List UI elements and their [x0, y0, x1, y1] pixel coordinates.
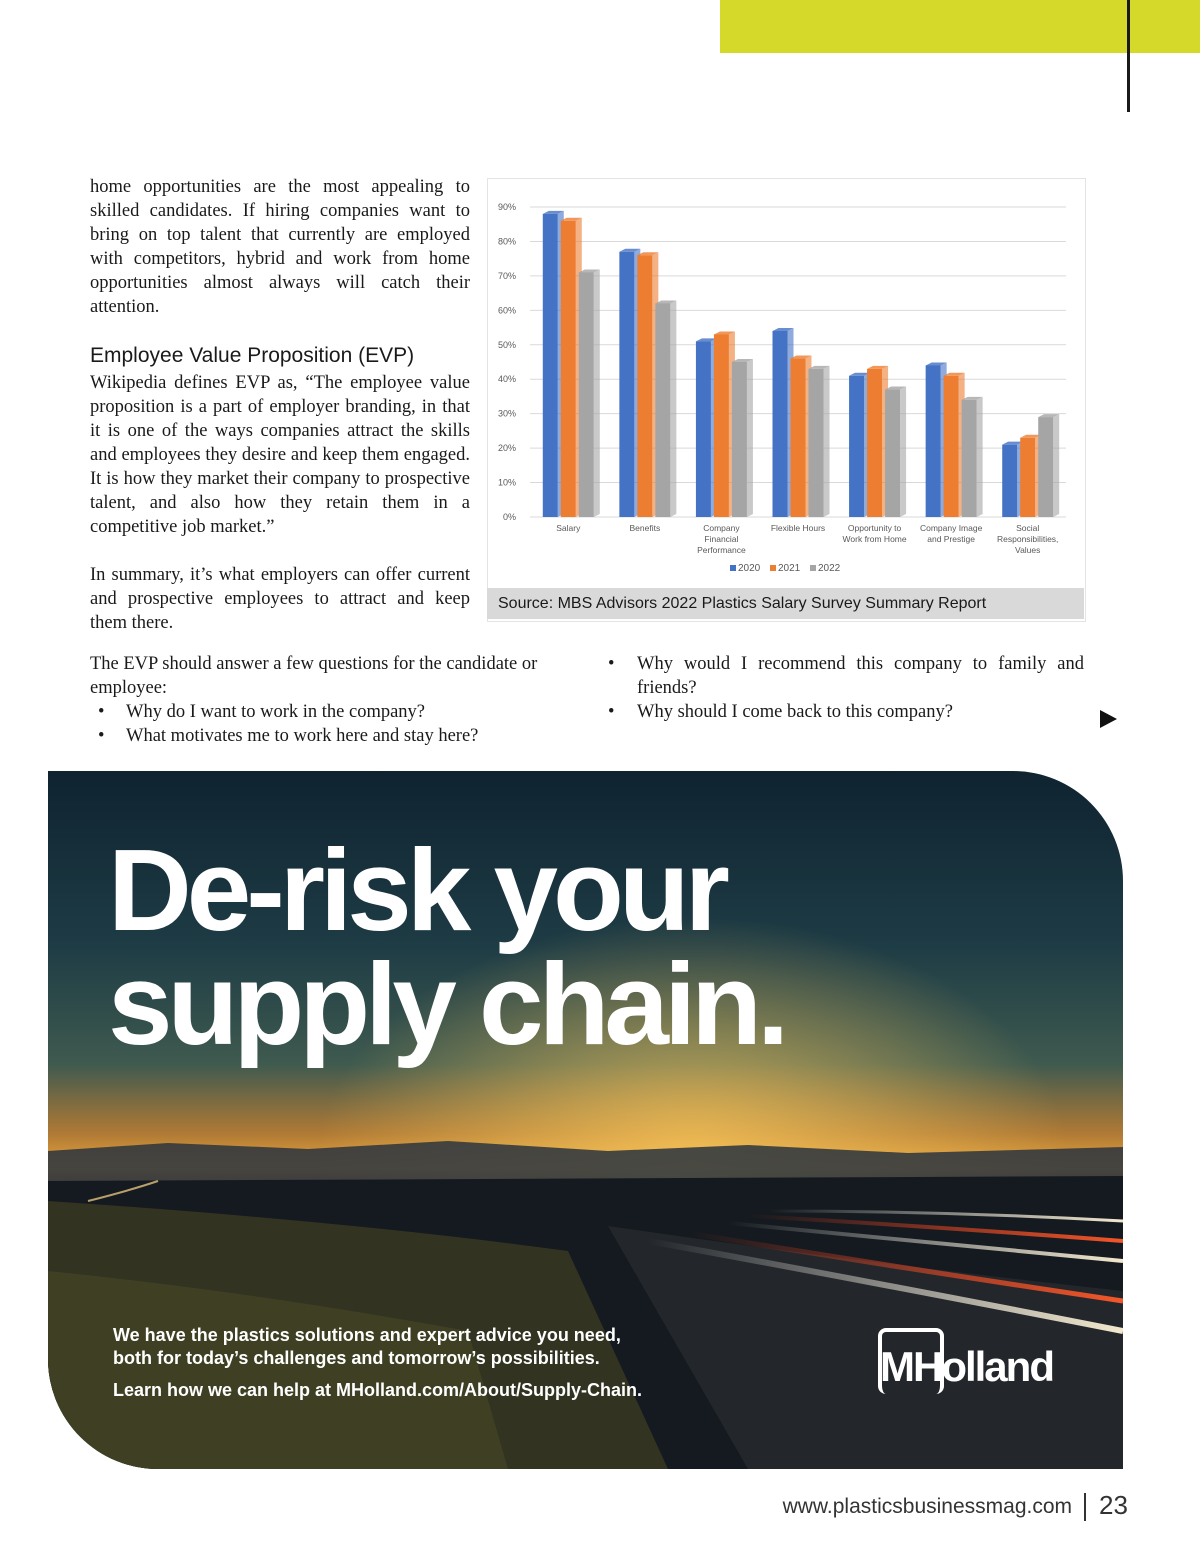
mholland-logo[interactable] — [878, 1328, 1068, 1398]
bar — [1038, 417, 1053, 517]
bar — [1002, 445, 1017, 517]
questions-intro: The EVP should answer a few questions for the candidate or employee: — [90, 654, 538, 698]
bar — [732, 362, 747, 517]
questions-list-left — [90, 700, 580, 748]
bar-side — [670, 300, 676, 517]
y-tick-label: 20% — [497, 443, 516, 454]
legend-swatch — [770, 565, 776, 571]
question-item: • Why do I want to work in the company? — [90, 700, 580, 724]
chart-source-caption: Source: MBS Advisors 2022 Plastics Salary Survey Summary Report — [487, 588, 1084, 619]
y-tick-label: 10% — [497, 477, 516, 488]
bar — [543, 214, 558, 517]
y-tick-label: 50% — [497, 339, 516, 350]
advertisement[interactable] — [48, 771, 1123, 1469]
y-tick-label: 90% — [497, 202, 516, 212]
bar — [696, 341, 711, 517]
ad-cta-link[interactable]: Learn how we can help at MHolland.com/About/Supply-Chain. — [113, 1380, 643, 1400]
bar — [849, 376, 864, 517]
continue-arrow-icon — [1100, 710, 1117, 728]
x-tick-label: Financial — [704, 534, 739, 544]
x-tick-label: Responsibilities, — [997, 534, 1059, 544]
legend-label: 2021 — [778, 563, 801, 574]
bar — [926, 365, 941, 517]
x-tick-label: Benefits — [629, 523, 661, 533]
accent-rule — [1127, 0, 1130, 112]
x-tick-label: Company — [703, 523, 740, 533]
page-number: 23 — [1099, 1490, 1128, 1520]
bar — [791, 359, 806, 517]
ad-body-line-2: both for today’s challenges and tomorrow’s possibilities. — [113, 1348, 600, 1368]
y-tick-label: 60% — [497, 305, 516, 316]
bar — [773, 331, 788, 517]
ad-headline-line-1: De-risk your — [108, 825, 725, 955]
x-tick-label: Performance — [697, 545, 746, 555]
bar — [619, 252, 634, 517]
x-tick-label: Values — [1015, 545, 1041, 555]
bar-side — [977, 397, 983, 517]
article-paragraph-2: Wikipedia defines EVP as, “The employee value proposition is a part of employer branding, in that it is one of the ways companies attract the skills and employees they desire and keep them engaged. It is how they market their company to prospective talent, and also how they retain them in a competitive job market.” — [90, 373, 470, 537]
y-tick-label: 0% — [502, 512, 516, 522]
article-paragraph-1: home opportunities are the most appealing to skilled candidates. If hiring companies want to bring on top talent that currently are employed with competitors, hybrid and work from home opportunities almost always will catch their attention. — [90, 177, 470, 317]
bar — [962, 400, 977, 517]
article-paragraph-3: In summary, it’s what employers can offer current and prospective employees to attract and keep them there. — [90, 565, 470, 633]
bar — [944, 376, 959, 517]
x-tick-label: Salary — [556, 523, 581, 533]
legend-swatch — [810, 565, 816, 571]
bar-chart — [487, 178, 1086, 622]
bar — [637, 255, 652, 517]
ad-body — [113, 1324, 642, 1402]
bar-chart-svg — [488, 179, 1085, 589]
y-tick-label: 80% — [497, 236, 516, 247]
x-tick-label: and Prestige — [927, 534, 976, 544]
questions-list-right — [604, 652, 1084, 724]
footer-url: www.plasticsbusinessmag.com — [782, 1495, 1072, 1518]
legend-swatch — [730, 565, 736, 571]
legend-label: 2020 — [738, 563, 761, 574]
bar — [809, 369, 824, 517]
bar-side — [1053, 414, 1059, 517]
y-tick-label: 40% — [497, 374, 516, 385]
bar-side — [900, 387, 906, 517]
x-tick-label: Flexible Hours — [770, 523, 826, 533]
bar — [579, 272, 594, 517]
questions-left-column — [90, 652, 580, 748]
question-item: • What motivates me to work here and stay here? — [90, 724, 580, 748]
bar — [714, 334, 729, 517]
article-left-column — [90, 175, 470, 635]
bar-side — [747, 359, 753, 517]
y-tick-label: 30% — [497, 408, 516, 419]
bar — [655, 303, 670, 517]
logo-text: MHolland — [880, 1343, 1053, 1390]
x-tick-label: Social — [1016, 523, 1040, 533]
x-tick-label: Work from Home — [842, 534, 907, 544]
bar-side — [824, 366, 830, 517]
ad-headline-line-2: supply chain. — [108, 939, 785, 1069]
x-tick-label: Opportunity to — [847, 523, 902, 533]
bar-side — [594, 269, 600, 517]
section-heading-evp: Employee Value Proposition (EVP) — [90, 344, 415, 367]
footer-divider — [1084, 1493, 1086, 1521]
bar — [561, 221, 576, 517]
bar — [867, 369, 882, 517]
bar — [1020, 438, 1035, 517]
bar — [885, 390, 900, 517]
ad-body-line-1: We have the plastics solutions and expert advice you need, — [113, 1325, 621, 1345]
y-tick-label: 70% — [497, 270, 516, 281]
ad-headline — [108, 825, 785, 1069]
legend-label: 2022 — [818, 563, 841, 574]
question-item: • Why would I recommend this company to family and friends? — [604, 652, 1084, 700]
x-tick-label: Company Image — [919, 523, 983, 533]
question-item: • Why should I come back to this company? — [604, 700, 1084, 724]
questions-right-column — [604, 652, 1084, 724]
